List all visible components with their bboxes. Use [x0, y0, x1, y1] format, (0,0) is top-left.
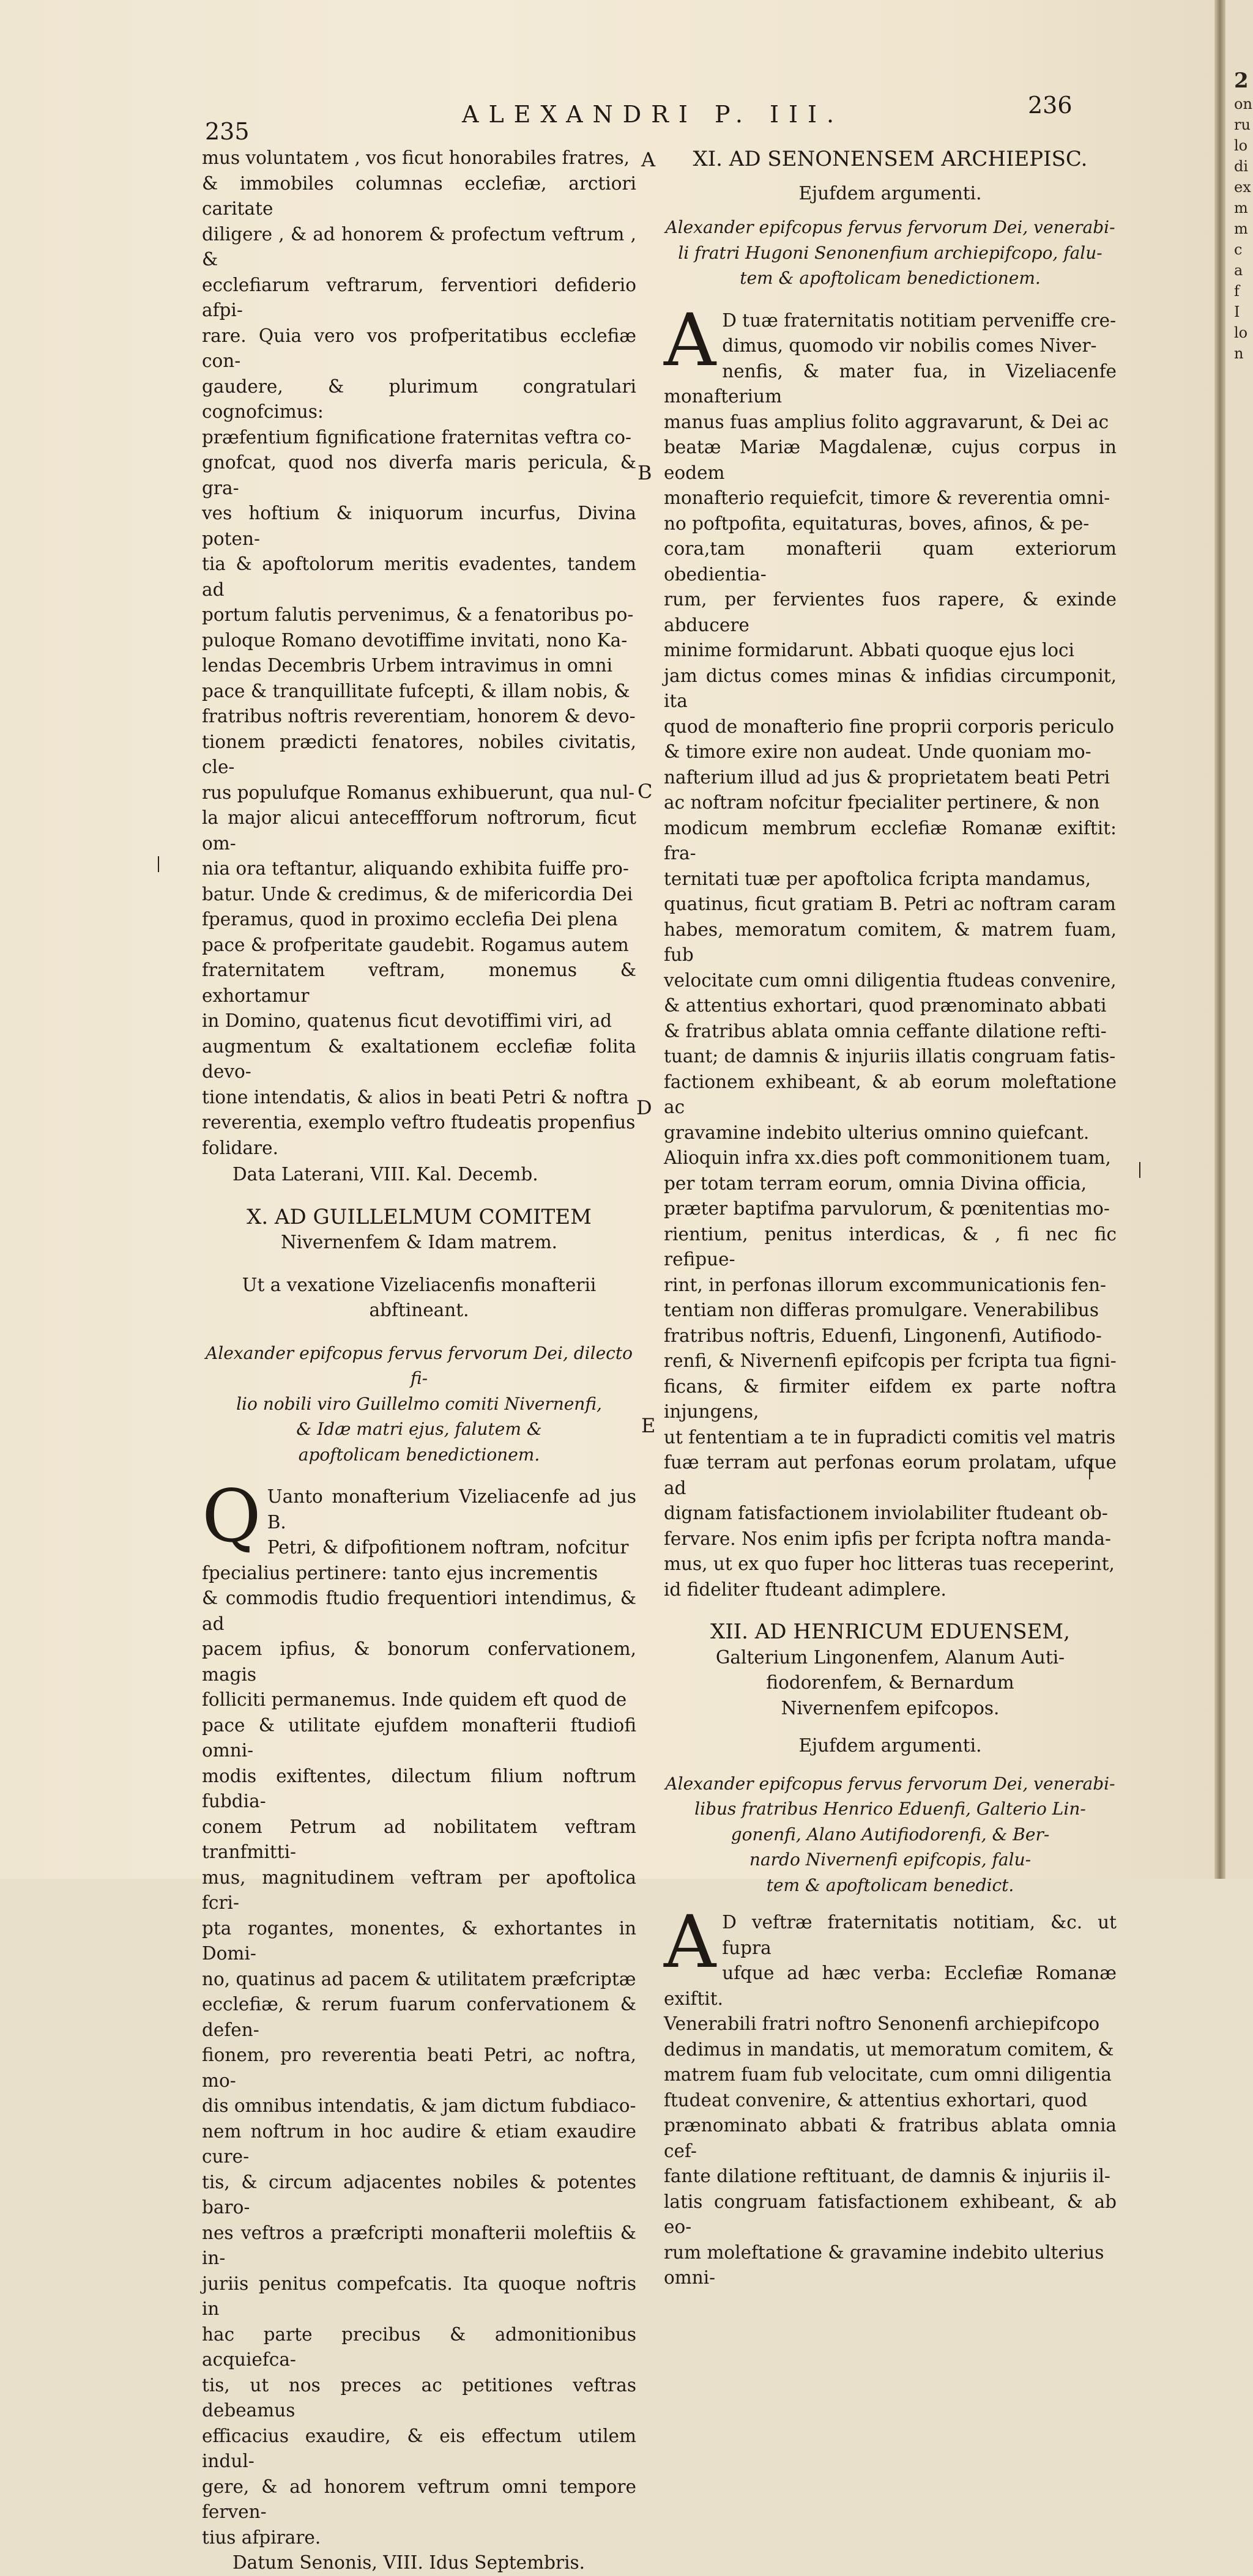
- next-page-fragment: m: [1234, 220, 1248, 237]
- text-line: matrem fuam fub velocitate, cum omni diligentia: [664, 2064, 1112, 2085]
- page-number-right: 236: [1028, 92, 1073, 119]
- next-page-fragment: lo: [1234, 324, 1248, 341]
- salutation-line: Alexander epifcopus fervus fervorum Dei, dilecto fi-: [206, 1342, 633, 1388]
- drop-cap-q: Q: [202, 1474, 261, 1558]
- text-line: & attentius exhortari, quod prænominato abbati: [664, 995, 1107, 1016]
- next-page-fragments: [1225, 94, 1253, 364]
- text-line: conem Petrum ad nobilitatem veftram tranfmitti-: [202, 1816, 636, 1862]
- margin-letter-c: C: [638, 780, 653, 803]
- text-line: modicum membrum ecclefiæ Romanæ exiftit: fra-: [664, 817, 1117, 864]
- heading-letter-xii-sub: fiodorenfem, & Bernardum: [766, 1672, 1014, 1693]
- text-line: Venerabili fratri noftro Senonenfi archiepifcopo: [664, 2013, 1100, 2034]
- text-line: ut fententiam a te in fupradicti comitis vel matris: [664, 1426, 1116, 1448]
- text-line: nafterium illud ad jus & proprietatem beati Petri: [664, 766, 1110, 788]
- text-line: modis exiftentes, dilectum filium noftrum fubdia-: [202, 1765, 636, 1812]
- book-gutter: [1214, 0, 1225, 1879]
- text-line: rint, in perfonas illorum excommunicationis fen-: [664, 1274, 1106, 1295]
- text-line: fratribus noftris reverentiam, honorem & devo-: [202, 706, 636, 727]
- letter-x-body: [202, 1474, 636, 2550]
- salutation-line: tem & apoftolicam benedict.: [766, 1875, 1014, 1895]
- spacer: [664, 291, 1117, 308]
- text-line: batur. Unde & credimus, & de mifericordia Dei: [202, 883, 633, 905]
- next-page-number: 2: [1234, 68, 1249, 93]
- summary-line: abftineant.: [369, 1300, 469, 1320]
- salutation-line: lio nobili viro Guillelmo comiti Nivernenfi,: [236, 1393, 602, 1414]
- text-line: D veftræ fraternitatis notitiam, &c. ut fupra: [722, 1912, 1117, 1958]
- text-line: & timore exire non audeat. Unde quoniam mo-: [664, 741, 1091, 762]
- salutation-line: gonenfi, Alano Autifiodorenfi, & Ber-: [731, 1824, 1050, 1845]
- text-line: fuæ terram aut perfonas eorum prolatam, ufque ad: [664, 1452, 1117, 1498]
- text-line: gravamine indebito ulterius omnino quiefcant.: [664, 1122, 1090, 1143]
- right-column: [664, 147, 1117, 2291]
- spacer: [664, 172, 1117, 181]
- text-line: Petri, & difpofitionem noftram, nofcitur: [267, 1537, 629, 1558]
- text-line: juriis penitus compefcatis. Ita quoque noftris in: [202, 2273, 636, 2319]
- text-line: per totam terram eorum, omnia Divina officia,: [664, 1172, 1087, 1194]
- text-line: tia & apoftolorum meritis evadentes, tandem ad: [202, 553, 636, 600]
- text-line: gnofcat, quod nos diverfa maris pericula, & gra-: [202, 452, 636, 498]
- margin-tick-right: [1139, 1162, 1140, 1178]
- spacer: [202, 1256, 636, 1273]
- text-line: fraternitatem veftram, monemus & exhortamur: [202, 960, 636, 1006]
- text-line: cora,tam monafterii quam exteriorum obedientia-: [664, 538, 1117, 585]
- next-page-fragment: ru: [1234, 116, 1251, 133]
- salutation-line: tem & apoftolicam benedictionem.: [740, 268, 1041, 288]
- spacer: [664, 1602, 1117, 1619]
- text-line: no, quatinus ad pacem & utilitatem præfcriptæ: [202, 1968, 636, 1989]
- text-line: dignam fatisfactionem inviolabiliter ftudeant ob-: [664, 1503, 1108, 1523]
- text-line: beatæ Mariæ Magdalenæ, cujus corpus in eodem: [664, 437, 1117, 483]
- text-line: & fratribus ablata omnia ceffante dilatione refti-: [664, 1020, 1107, 1042]
- text-line: ficans, & firmiter eifdem ex parte noftra injungens,: [664, 1375, 1117, 1422]
- next-page-edge: [1225, 0, 1253, 1879]
- drop-cap-a: A: [664, 1900, 716, 1984]
- text-line: portum falutis pervenimus, & a fenatoribus po-: [202, 604, 634, 625]
- text-line: præfentium fignificatione fraternitas veftra co-: [202, 426, 632, 448]
- next-page-fragment: I: [1234, 303, 1240, 320]
- spacer: [664, 1721, 1117, 1733]
- salutation-line: Alexander epifcopus fervus fervorum Dei, venerabi-: [665, 217, 1115, 237]
- text-line: ac noftram nofcitur fpecialiter pertinere, & non: [664, 792, 1100, 813]
- text-line: factionem exhibeant, & ab eorum moleftatione ac: [664, 1071, 1117, 1117]
- margin-letter-b: B: [638, 461, 652, 484]
- text-line: tis, ut nos preces ac petitiones veftras debeamus: [202, 2374, 636, 2421]
- text-line: folidare.: [202, 1137, 278, 1158]
- left-column: [202, 146, 636, 2576]
- spacer: [664, 1759, 1117, 1771]
- text-line: dimus, quomodo vir nobilis comes Niver-: [722, 335, 1097, 356]
- text-line: hac parte precibus & admonitionibus acquiefca-: [202, 2323, 636, 2370]
- text-line: tis, & circum adjacentes nobiles & potentes baro-: [202, 2171, 636, 2218]
- spacer: [664, 206, 1117, 215]
- text-line: la major alicui anteceffforum noftrorum, ficut om-: [202, 807, 636, 854]
- next-page-fragment: on: [1234, 95, 1252, 113]
- next-page-fragment: c: [1234, 241, 1243, 258]
- margin-letter-a: A: [641, 148, 656, 171]
- heading-letter-xii-sub: Nivernenfem epifcopos.: [781, 1697, 1000, 1719]
- text-line: mus, ut ex quo fuper hoc litteras tuas receperint,: [664, 1553, 1115, 1574]
- text-line: tentiam non differas promulgare. Venerabilibus: [664, 1300, 1099, 1320]
- text-line: rare. Quia vero vos profperitatibus ecclefiæ con-: [202, 325, 636, 371]
- spacer: [202, 1188, 636, 1205]
- text-line: monafterio requiefcit, timore & reverentia omni-: [664, 487, 1110, 508]
- text-line: fpecialius pertinere: tanto ejus incrementis: [202, 1562, 598, 1583]
- text-line: reverentia, exemplo veftro ftudeatis propenfius: [202, 1112, 636, 1133]
- text-line: quatinus, ficut gratiam B. Petri ac noftram caram: [664, 894, 1116, 914]
- text-line: rus populufque Romanus exhibuerunt, qua nul-: [202, 782, 635, 803]
- text-line: gaudere, & plurimum congratulari cognofcimus:: [202, 376, 636, 422]
- text-line: ecclefiæ, & rerum fuarum confervationem & defen-: [202, 1994, 636, 2040]
- text-line: tione intendatis, & alios in beati Petri & noftra: [202, 1086, 629, 1108]
- text-line: rum moleftatione & gravamine indebito ulterius: [664, 2241, 1104, 2263]
- text-line: quod de monafterio fine proprii corporis periculo: [664, 716, 1115, 737]
- running-title: ALEXANDRI P. III.: [462, 101, 844, 128]
- text-line: ufque ad hæc verba: Ecclefiæ Romanæ exiftit.: [664, 1963, 1117, 2009]
- text-line: augmentum & exaltationem ecclefiæ folita devo-: [202, 1035, 636, 1082]
- text-line: pace & tranquillitate fufcepti, & illam nobis, &: [202, 680, 630, 701]
- salutation-line: nardo Nivernenfi epifcopis, falu-: [749, 1849, 1032, 1870]
- text-line: minime formidarunt. Abbati quoque ejus loci: [664, 640, 1074, 661]
- text-line: dedimus in mandatis, ut memoratum comitem, &: [664, 2038, 1114, 2060]
- text-line: efficacius exaudire, & eis effectum utilem indul-: [202, 2425, 636, 2471]
- text-line: ves hoftium & iniquorum incurfus, Divina poten-: [202, 503, 636, 549]
- next-page-fragment: lo: [1234, 137, 1248, 154]
- spacer: [664, 1898, 1117, 1910]
- text-line: mus, magnitudinem veftram per apoftolica fcri-: [202, 1867, 636, 1913]
- next-page-fragment: ex: [1234, 179, 1251, 196]
- salutation-line: apoftolicam benedictionem.: [298, 1444, 540, 1465]
- text-line: jam dictus comes minas & infidias circumponit, ita: [664, 665, 1117, 711]
- heading-letter-xi: XI. AD SENONENSEM ARCHIEPISC.: [693, 147, 1088, 171]
- margin-tick-left: [158, 856, 159, 872]
- text-line: nenfis, & mater fua, in Vizeliacenfe monafterium: [664, 360, 1117, 407]
- text-line: ternitati tuæ per apoftolica fcripta mandamus,: [664, 868, 1091, 889]
- date-line-1: Data Laterani, VIII. Kal. Decemb.: [232, 1164, 538, 1185]
- letter-xii-body: [664, 1900, 1117, 2291]
- text-line: D tuæ fraternitatis notitiam perveniffe cre-: [722, 309, 1117, 331]
- spacer: [202, 1323, 636, 1341]
- next-page-fragment: m: [1234, 199, 1248, 217]
- text-line: renfi, & Nivernenfi epifcopis per fcripta tua figni-: [664, 1350, 1117, 1371]
- text-line: fperamus, quod in proximo ecclefia Dei plena: [202, 909, 618, 930]
- heading-letter-xii-sub: Galterium Lingonenfem, Alanum Auti-: [715, 1646, 1065, 1668]
- text-line: mus voluntatem , vos ficut honorabiles fratres,: [202, 147, 630, 168]
- text-line: & immobiles columnas ecclefiæ, arctiori caritate: [202, 172, 636, 219]
- text-line: fervare. Nos enim ipfis per fcripta noftra manda-: [664, 1528, 1111, 1549]
- drop-cap-a: A: [664, 297, 716, 382]
- margin-letter-d: D: [636, 1096, 652, 1119]
- text-line: velocitate cum omni diligentia ftudeas convenire,: [664, 969, 1117, 991]
- text-line: prænominato abbati & fratribus ablata omnia cef-: [664, 2115, 1117, 2161]
- text-line: fratribus noftris, Eduenfi, Lingonenfi, Autifiodo-: [664, 1325, 1102, 1346]
- text-line: & commodis ftudio frequentiori intendimus, & ad: [202, 1588, 636, 1634]
- heading-letter-x-sub: Nivernenfem & Idam matrem.: [280, 1232, 558, 1253]
- text-line: folliciti permanemus. Inde quidem eft quod de: [202, 1689, 627, 1710]
- text-line: omni-: [664, 2267, 716, 2288]
- text-line: præter baptifma parvulorum, & pœnitentias mo-: [664, 1198, 1110, 1219]
- text-line: pacem ipfius, & bonorum confervationem, magis: [202, 1638, 636, 1685]
- spacer: [202, 1467, 636, 1484]
- text-line: pace & profperitate gaudebit. Rogamus autem: [202, 934, 629, 955]
- text-line: nes veftros a præfcripti monafterii moleftiis & in-: [202, 2222, 636, 2268]
- text-line: tius afpirare.: [202, 2526, 321, 2548]
- text-line: tionem prædicti fenatores, nobiles civitatis, cle-: [202, 731, 636, 777]
- text-line: puloque Romano devotiffime invitati, nono Ka-: [202, 629, 628, 651]
- summary-line: Ut a vexatione Vizeliacenfis monafterii: [242, 1274, 597, 1295]
- letter-ix-body: [202, 146, 636, 1161]
- summary-line: Ejufdem argumenti.: [798, 1735, 982, 1756]
- text-line: rum, per fervientes fuos rapere, & exinde abducere: [664, 589, 1117, 635]
- page-number-left: 235: [205, 118, 250, 145]
- margin-letter-e: E: [641, 1414, 656, 1437]
- text-line: dis omnibus intendatis, & jam dictum fubdiaco-: [202, 2095, 636, 2116]
- text-line: tuant; de damnis & injuriis illatis congruam fatis-: [664, 1046, 1116, 1067]
- text-line: nia ora teftantur, aliquando exhibita fuiffe pro-: [202, 858, 629, 879]
- text-line: pace & utilitate ejufdem monafterii ftudiofi omni-: [202, 1714, 636, 1761]
- text-line: Alioquin infra xx.dies poft commonitionem tuam,: [664, 1147, 1111, 1168]
- text-line: lendas Decembris Urbem intravimus in omni: [202, 655, 613, 676]
- text-line: ftudeat convenire, & attentius exhortari, quod: [664, 2089, 1088, 2111]
- summary-line: Ejufdem argumenti.: [798, 182, 982, 204]
- text-line: fionem, pro reverentia beati Petri, ac noftra, mo-: [202, 2045, 636, 2091]
- next-page-fragment: di: [1234, 158, 1249, 175]
- text-line: ecclefiarum veftrarum, ferventiori defiderio afpi-: [202, 274, 636, 320]
- text-line: pta rogantes, monentes, & exhortantes in Domi-: [202, 1917, 636, 1964]
- text-line: id fideliter ftudeant adimplere.: [664, 1579, 946, 1600]
- letter-xi-body: [664, 297, 1117, 1603]
- text-line: rientium, penitus interdicas, & , fi nec fic refipue-: [664, 1223, 1117, 1270]
- heading-letter-xii: XII. AD HENRICUM EDUENSEM,: [710, 1619, 1070, 1644]
- heading-letter-x: X. AD GUILLELMUM COMITEM: [247, 1204, 592, 1229]
- text-line: in Domino, quatenus ficut devotiffimi viri, ad: [202, 1010, 612, 1031]
- text-line: Uanto monafterium Vizeliacenfe ad jus B.: [267, 1486, 636, 1533]
- next-page-fragment: a: [1234, 262, 1243, 279]
- salutation-line: & Idæ matri ejus, falutem &: [296, 1419, 542, 1439]
- text-line: habes, memoratum comitem, & matrem fuam, fub: [664, 919, 1117, 965]
- salutation-line: li fratri Hugoni Senonenfium archiepifcopo, falu-: [678, 242, 1102, 263]
- text-line: diligere , & ad honorem & profectum veftrum , &: [202, 223, 636, 270]
- text-line: gere, & ad honorem veftrum omni tempore ferven-: [202, 2476, 636, 2522]
- text-line: manus fuas amplius folito aggravarunt, & Dei ac: [664, 411, 1109, 432]
- salutation-line: libus fratribus Henrico Eduenfi, Galterio Lin-: [694, 1799, 1086, 1819]
- date-line-2: Datum Senonis, VIII. Idus Septembris.: [232, 2552, 586, 2573]
- text-line: no poftpofita, equitaturas, boves, afinos, & pe-: [664, 513, 1090, 534]
- text-line: fante dilatione reftituant, de damnis & injuriis il-: [664, 2166, 1110, 2186]
- next-page-fragment: f: [1234, 283, 1240, 300]
- salutation-line: Alexander epifcopus fervus fervorum Dei, venerabi-: [665, 1773, 1115, 1794]
- text-line: latis congruam fatisfactionem exhibeant, & ab eo-: [664, 2191, 1117, 2237]
- next-page-fragment: n: [1234, 345, 1244, 362]
- text-line: nem noftrum in hoc audire & etiam exaudire cure-: [202, 2120, 636, 2167]
